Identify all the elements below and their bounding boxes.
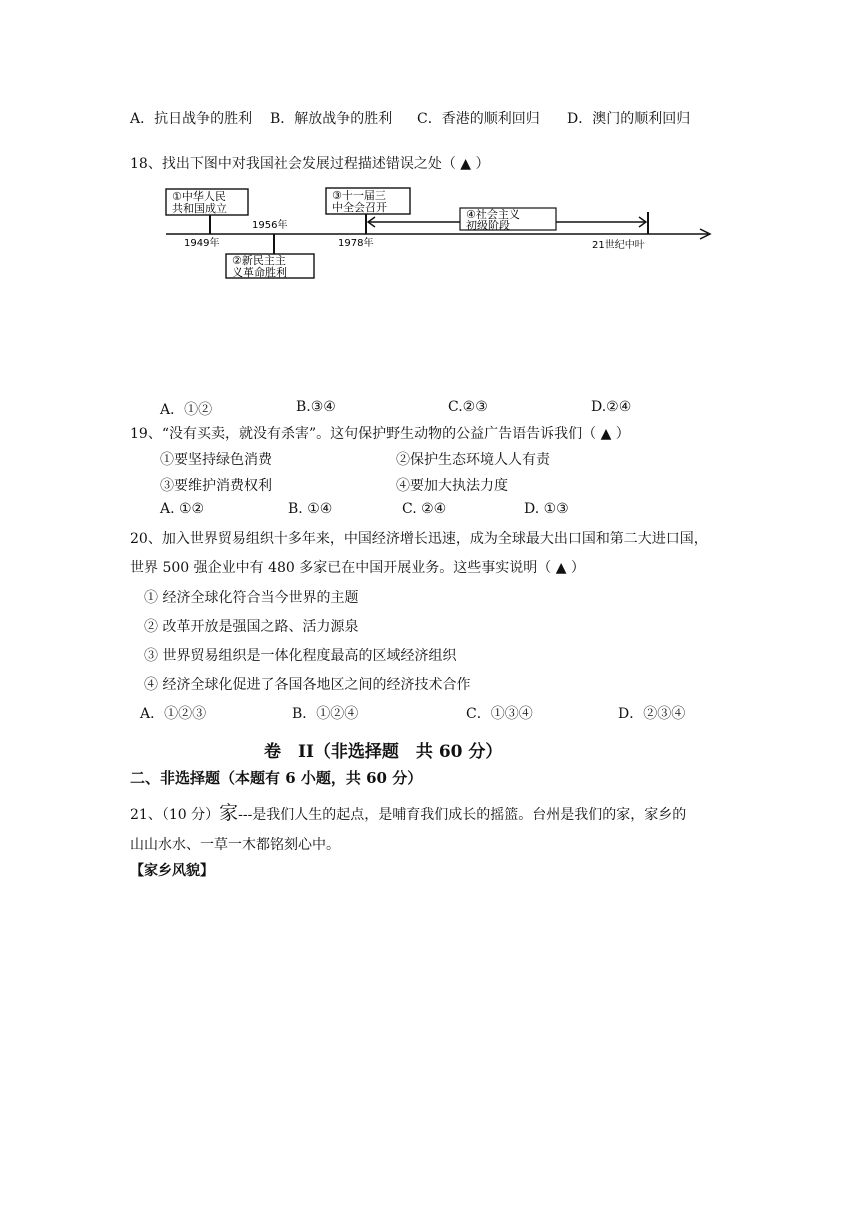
- q20-item-3: ③ 世界贸易组织是一体化程度最高的区域经济组织: [144, 648, 457, 664]
- q20-option-b: B．①②④: [292, 706, 359, 722]
- box-3-line2: 中全会召开: [332, 201, 387, 214]
- timeline-diagram: [160, 184, 720, 284]
- box-3-line1: ③十一届三: [332, 189, 386, 202]
- part2-title: 卷 II（非选择题 共 60 分）: [264, 742, 503, 762]
- q21-subtitle: 【家乡风貌】: [130, 863, 214, 879]
- q19-item-3: ③要维护消费权利: [160, 478, 272, 494]
- q18-stem: 18、找出下图中对我国社会发展过程描述错误之处（ ▲ ）: [130, 156, 490, 172]
- year-1949: 1949年: [184, 238, 220, 249]
- q19-item-1: ①要坚持绿色消费: [160, 452, 272, 468]
- section-heading: 二、非选择题（本题有 6 小题，共 60 分）: [130, 769, 423, 787]
- q19-option-c: C. ②④: [402, 501, 447, 517]
- box-1-line1: ①中华人民: [172, 190, 226, 203]
- q18-option-a: A．①②: [160, 402, 213, 418]
- q19-option-d: D. ①③: [524, 501, 569, 517]
- box-4-line1: ④社会主义: [466, 208, 520, 221]
- box-4-line2: 初级阶段: [466, 219, 510, 232]
- q18-option-d: D.②④: [591, 399, 632, 415]
- year-1956: 1956年: [252, 220, 288, 231]
- q19-option-a: A. ①②: [160, 501, 205, 517]
- q19-item-4: ④要加大执法力度: [396, 478, 508, 494]
- q21-line1-rest: ---是我们人生的起点，是哺育我们成长的摇篮。台州是我们的家，家乡的: [238, 807, 687, 823]
- q20-option-d: D．②③④: [618, 706, 686, 722]
- q19-stem: 19、“没有买卖，就没有杀害”。这句保护野生动物的公益广告语告诉我们（ ▲ ）: [130, 426, 630, 442]
- q21-line1: [130, 798, 686, 825]
- box-2-line1: ②新民主主: [232, 254, 286, 267]
- box-2-line2: 义革命胜利: [232, 266, 287, 279]
- q18-option-b: B.③④: [296, 399, 336, 415]
- q20-item-2: ② 改革开放是强国之路、活力源泉: [144, 619, 359, 635]
- q17-option-b: B．解放战争的胜利: [270, 111, 393, 127]
- q21-prefix: 21、（10 分）: [130, 807, 220, 823]
- q19-item-2: ②保护生态环境人人有责: [396, 452, 550, 468]
- q17-option-d: D．澳门的顺利回归: [567, 111, 691, 127]
- year-21c: 21世纪中叶: [592, 240, 645, 251]
- q21-line2: 山山水水、一草一木都铭刻心中。: [130, 837, 340, 853]
- q20-stem-line1: 20、加入世界贸易组织十多年来，中国经济增长迅速，成为全球最大出口国和第二大进口国，: [130, 531, 708, 547]
- q20-item-1: ① 经济全球化符合当今世界的主题: [144, 590, 359, 606]
- year-1978: 1978年: [338, 238, 374, 249]
- box-1-line2: 共和国成立: [172, 202, 227, 215]
- q17-option-a: A．抗日战争的胜利: [130, 111, 253, 127]
- q20-item-4: ④ 经济全球化促进了各国各地区之间的经济技术合作: [144, 677, 471, 693]
- q21-big-char: 家: [219, 802, 239, 824]
- q17-option-c: C．香港的顺利回归: [417, 111, 540, 127]
- q18-option-c: C.②③: [448, 399, 488, 415]
- q20-option-a: A．①②③: [140, 706, 207, 722]
- q20-option-c: C．①③④: [466, 706, 533, 722]
- q19-option-b: B. ①④: [288, 501, 333, 517]
- q20-stem-line2: 世界 500 强企业中有 480 多家已在中国开展业务。这些事实说明（ ▲ ）: [130, 560, 585, 576]
